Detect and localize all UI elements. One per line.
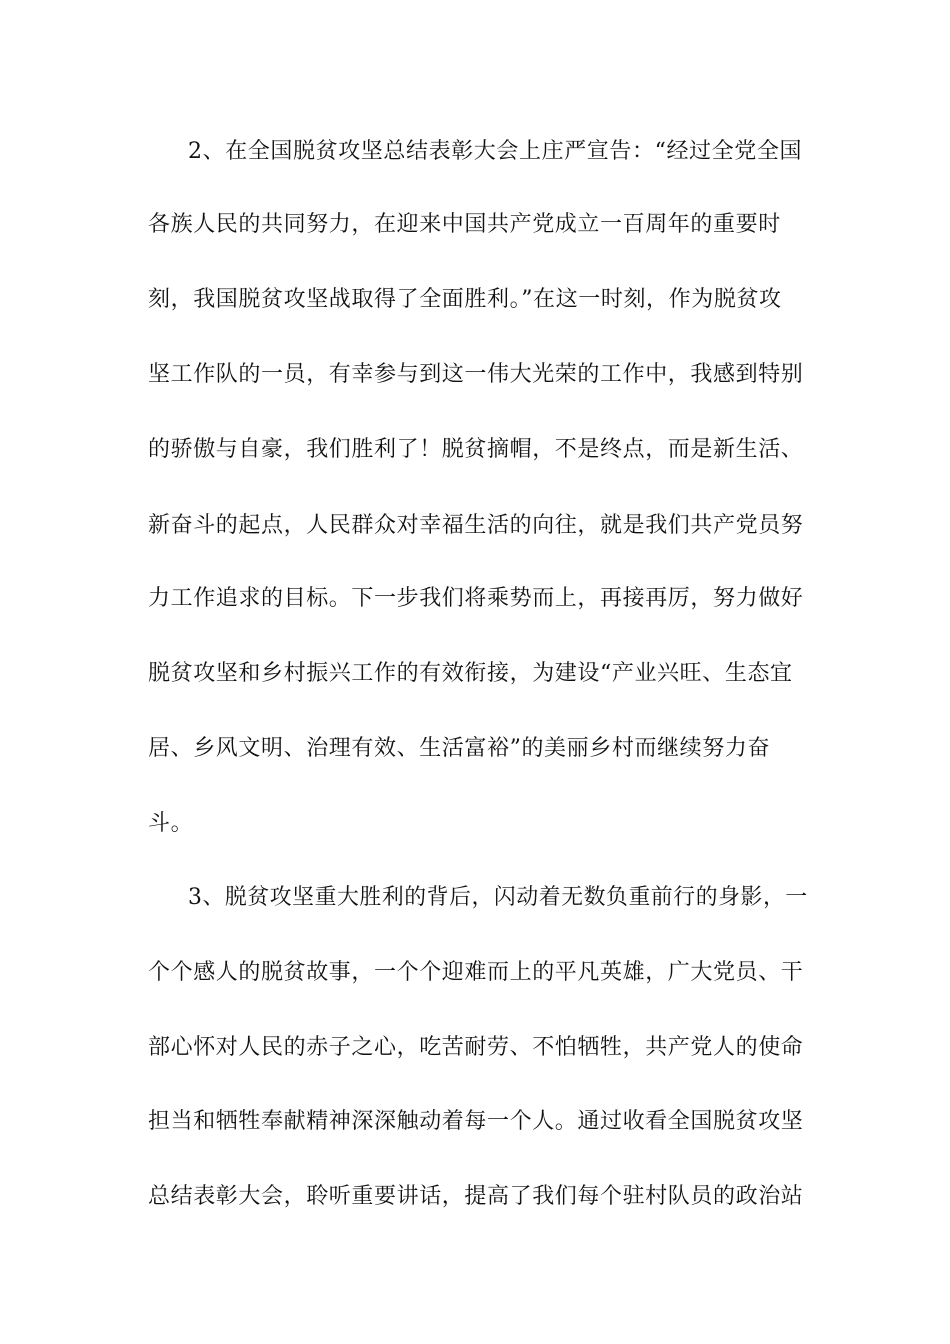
- text-line: 刻，我国脱贫攻坚战取得了全面胜利。”在这一时刻，作为脱贫攻: [148, 287, 782, 312]
- text-line: 居、乡风文明、治理有效、生活富裕”的美丽乡村而继续努力奋: [148, 736, 771, 761]
- text-line: 的骄傲与自豪，我们胜利了！脱贫摘帽，不是终点，而是新生活、: [148, 437, 804, 462]
- text-line: 坚工作队的一员，有幸参与到这一伟大光荣的工作中，我感到特别: [148, 362, 804, 387]
- text-line: 力工作追求的目标。下一步我们将乘势而上，再接再厉，努力做好: [148, 586, 804, 611]
- text-line: 斗。: [148, 811, 194, 836]
- text-line: 3、脱贫攻坚重大胜利的背后，闪动着无数负重前行的身影，一: [188, 885, 808, 910]
- text-line: 部心怀对人民的赤子之心，吃苦耐劳、不怕牺牲，共产党人的使命: [148, 1035, 804, 1060]
- text-line: 2、在全国脱贫攻坚总结表彰大会上庄严宣告：“经过全党全国: [188, 139, 803, 164]
- text-line: 总结表彰大会，聆听重要讲话，提高了我们每个驻村队员的政治站: [148, 1184, 804, 1209]
- text-line: 个个感人的脱贫故事，一个个迎难而上的平凡英雄，广大党员、干: [148, 960, 804, 985]
- text-line: 各族人民的共同努力，在迎来中国共产党成立一百周年的重要时: [148, 212, 781, 237]
- text-line: 脱贫攻坚和乡村振兴工作的有效衔接，为建设“产业兴旺、生态宜: [148, 661, 793, 686]
- text-line: 新奋斗的起点，人民群众对幸福生活的向往，就是我们共产党员努: [148, 513, 804, 538]
- text-line: 担当和牺牲奉献精神深深触动着每一个人。通过收看全国脱贫攻坚: [148, 1109, 804, 1134]
